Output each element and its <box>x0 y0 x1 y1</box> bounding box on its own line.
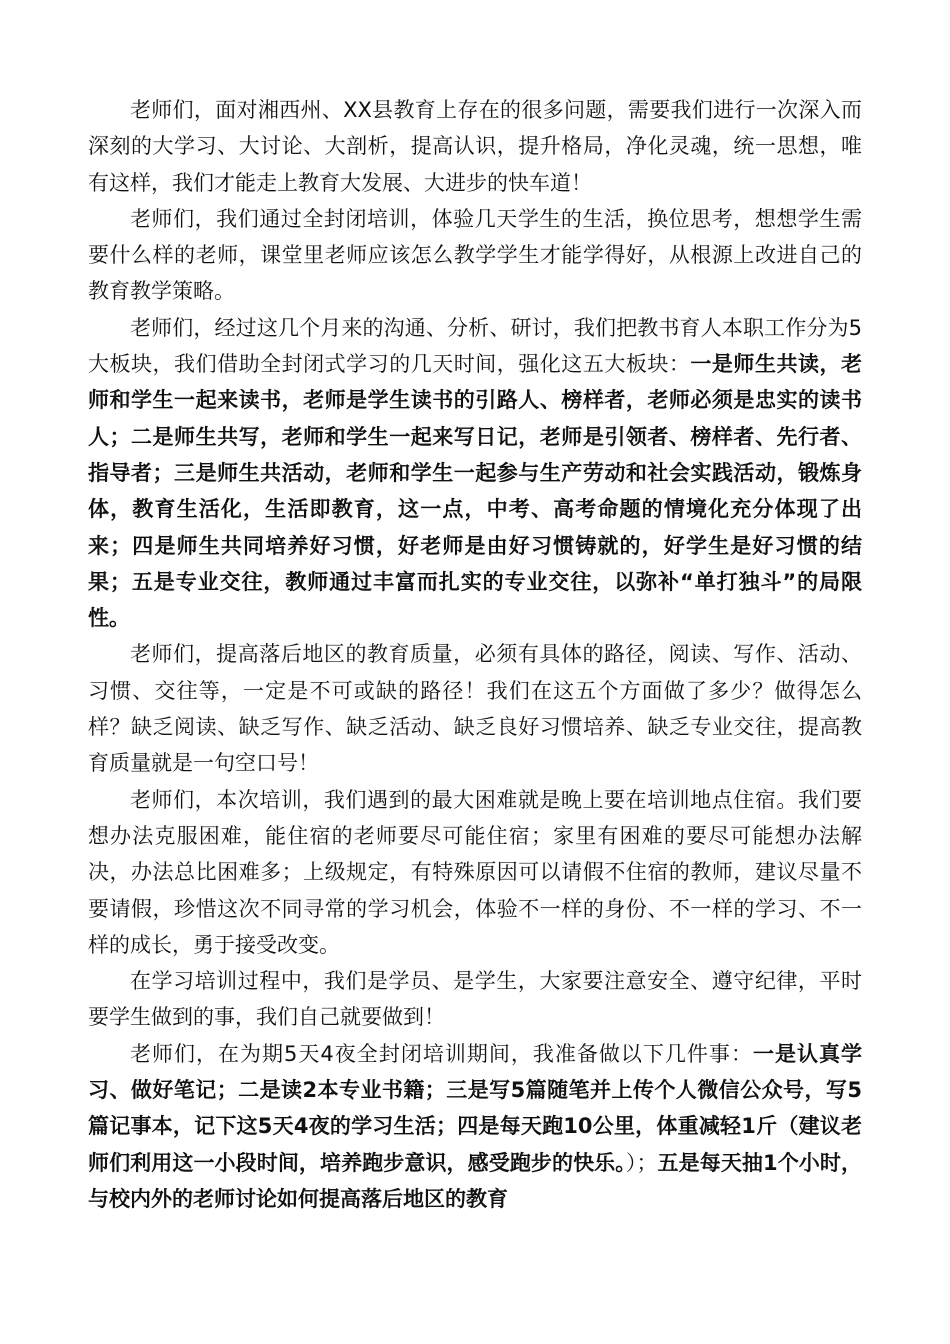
paragraph-text: 老师们，我们通过全封闭培训，体验几天学生的生活，换位思考，想想学生需要什么样的老师，课堂里老师应该怎么教学学生才能学得好，从根源上改进自己的教育教学策略。 <box>88 206 862 304</box>
paragraph-bold-text: 一是认真学习、做好笔记；二是读2本专业书籍；三是写5篇随笔并上传个人微信公众号，写5篇记事本，记下这5天4夜的学习生活；四是每天跑10公里，体重减轻1斤（建议老师们利用这一小段时间，培养跑步意识，感受跑步的快乐。 <box>88 1041 862 1175</box>
paragraph-text: 老师们，经过这几个月来的沟通、分析、研讨，我们把教书育人本职工作分为5大板块，我们借助全封闭式学习的几天时间，强化这五大板块： <box>88 315 862 377</box>
paragraph-text: 老师们，本次培训，我们遇到的最大困难就是晚上要在培训地点住宿。我们要想办法克服困难，能住宿的老师要尽可能住宿；家里有困难的要尽可能想办法解决，办法总比困难多；上级规定，有特殊原因可以请假不住宿的教师，建议尽量不要请假，珍惜这次不同寻常的学习机会，体验不一样的身份、不一样的学习、不一样的成长，勇于接受改变。 <box>88 787 862 957</box>
paragraph-7 <box>88 1036 862 1217</box>
paragraph-1 <box>88 92 862 201</box>
paragraph-text: 老师们，面对湘西州、XX县教育上存在的很多问题，需要我们进行一次深入而深刻的大学习、大讨论、大剖析，提高认识，提升格局，净化灵魂，统一思想，唯有这样，我们才能走上教育大发展、大进步的快车道！ <box>88 98 862 195</box>
paragraph-text: 老师们，提高落后地区的教育质量，必须有具体的路径，阅读、写作、活动、习惯、交往等，一定是不可或缺的路径！我们在这五个方面做了多少？做得怎么样？缺乏阅读、缺乏写作、缺乏活动、缺乏良好习惯培养、缺乏专业交往，提高教育质量就是一句空口号！ <box>88 642 862 776</box>
paragraph-text: ）； <box>625 1150 658 1175</box>
paragraph-3 <box>88 310 862 637</box>
paragraph-text: 老师们，在为期5天4夜全封闭培训期间，我准备做以下几件事： <box>130 1041 753 1066</box>
document-body <box>88 92 862 1217</box>
paragraph-5 <box>88 782 862 963</box>
paragraph-bold-text: 五是每天抽1个小时，与校内外的老师讨论如何提高落后地区的教育 <box>88 1150 862 1211</box>
paragraph-bold-text: 一是师生共读，老师和学生一起来读书，老师是学生读书的引路人、榜样者，老师必须是忠实的读书人；二是师生共写，老师和学生一起来写日记，老师是引领者、榜样者、先行者、指导者；三是师生共活动，老师和学生一起参与生产劳动和社会实践活动，锻炼身体，教育生活化，生活即教育，这一点，中考、高考命题的情境化充分体现了出来；四是师生共同培养好习惯，好老师是由好习惯铸就的，好学生是好习惯的结果；五是专业交往，教师通过丰富而扎实的专业交往，以弥补“单打独斗”的局限性。 <box>88 352 863 631</box>
paragraph-6 <box>88 963 862 1036</box>
paragraph-2 <box>88 201 862 310</box>
paragraph-4 <box>88 636 862 781</box>
paragraph-text: 在学习培训过程中，我们是学员、是学生，大家要注意安全、遵守纪律，平时要学生做到的事，我们自己就要做到！ <box>88 969 862 1030</box>
